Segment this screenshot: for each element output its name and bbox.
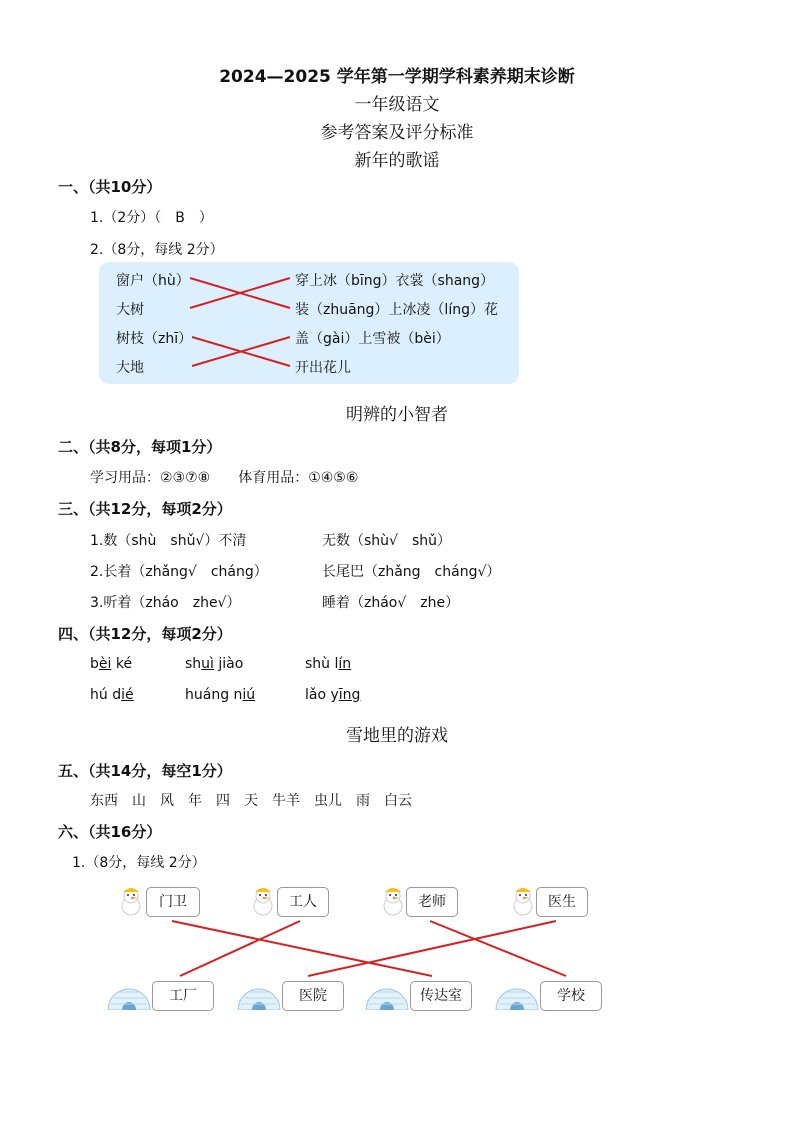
s2-answer: 学习用品：②③⑦⑧ 体育用品：①④⑤⑥ xyxy=(90,470,359,486)
pinyin-item xyxy=(305,687,360,703)
top-label-4: 医生 xyxy=(536,887,588,917)
section-1-heading: 一、（共10分） xyxy=(58,178,162,196)
answer-subtitle: 参考答案及评分标准 xyxy=(320,123,474,143)
section-4-heading: 四、（共12分，每项2分） xyxy=(58,625,232,643)
s3-row3-a: 3.听着（zháo zhe√） xyxy=(90,595,241,611)
match-line xyxy=(180,921,300,976)
grade-title: 一年级语文 xyxy=(354,95,440,115)
section-5-heading: 五、（共14分，每空1分） xyxy=(58,762,232,780)
bottom-label-2: 医院 xyxy=(282,981,344,1011)
snowman-icon xyxy=(380,886,406,916)
match-line xyxy=(430,921,566,976)
pinyin-part: hú d xyxy=(90,687,122,703)
pinyin-part: ké xyxy=(111,656,133,672)
pinyin-item xyxy=(90,656,132,672)
igloo-icon xyxy=(106,980,152,1010)
s3-row3-b: 睡着（zháo√ zhe） xyxy=(322,595,460,611)
pinyin-part: jiào xyxy=(213,656,244,672)
section-6-heading: 六、（共16分） xyxy=(58,823,162,841)
igloo-icon xyxy=(364,980,410,1010)
pinyin-underlined: iú xyxy=(242,687,256,703)
unit-title-2: 明辨的小智者 xyxy=(346,405,448,425)
bottom-label-3: 传达室 xyxy=(410,981,472,1011)
top-label-2: 工人 xyxy=(277,887,329,917)
match-left-2: 大树 xyxy=(116,302,144,318)
pinyin-underlined: ié xyxy=(121,687,134,703)
igloo-icon xyxy=(236,980,282,1010)
match-line xyxy=(172,921,432,976)
pinyin-item xyxy=(185,687,255,703)
snowman-icon xyxy=(510,886,536,916)
unit-title-1: 新年的歌谣 xyxy=(354,151,440,171)
bottom-label-1: 工厂 xyxy=(152,981,214,1011)
match-line xyxy=(308,921,556,976)
s5-answer: 东西 山 风 年 四 天 牛羊 虫儿 雨 白云 xyxy=(90,793,412,809)
s3-row1-b: 无数（shù√ shǔ） xyxy=(322,533,452,549)
s3-row2-a: 2.长着（zhǎng√ cháng） xyxy=(90,564,268,580)
s3-row2-b: 长尾巴（zhǎng cháng√） xyxy=(322,564,501,580)
match-right-4: 开出花儿 xyxy=(295,360,351,376)
pinyin-part: huáng n xyxy=(185,687,243,703)
section-2-heading: 二、（共8分，每项1分） xyxy=(58,438,222,456)
s1-q2: 2.（8分，每线 2分） xyxy=(90,242,224,258)
match-left-4: 大地 xyxy=(116,360,144,376)
igloo-icon xyxy=(494,980,540,1010)
s6-q1: 1.（8分，每线 2分） xyxy=(72,855,206,871)
unit-title-3: 雪地里的游戏 xyxy=(346,726,448,746)
doc-title: 2024—2025 学年第一学期学科素养期末诊断 xyxy=(219,67,575,87)
s1-q1: 1.（2分）（ B ） xyxy=(90,210,213,226)
top-label-1: 门卫 xyxy=(146,887,200,917)
pinyin-part: sh xyxy=(185,656,202,672)
top-label-3: 老师 xyxy=(406,887,458,917)
pinyin-item xyxy=(90,687,134,703)
bottom-label-4: 学校 xyxy=(540,981,602,1011)
pinyin-underlined: èi xyxy=(98,656,112,672)
pinyin-part: b xyxy=(90,656,99,672)
snowman-icon xyxy=(250,886,276,916)
match-right-2: 装（zhuāng）上冰凌（líng）花 xyxy=(295,302,498,318)
pinyin-underlined: uì xyxy=(201,656,214,672)
match-right-3: 盖（gài）上雪被（bèi） xyxy=(295,331,450,347)
section-3-heading: 三、（共12分，每项2分） xyxy=(58,500,232,518)
pinyin-part: lǎo y xyxy=(305,687,339,703)
pinyin-item xyxy=(185,656,243,672)
s3-row1-a: 1.数（shù shǔ√）不清 xyxy=(90,533,247,549)
pinyin-part: shù l xyxy=(305,656,339,672)
match-right-1: 穿上冰（bīng）衣裳（shang） xyxy=(295,273,495,289)
pinyin-underlined: īng xyxy=(338,687,361,703)
match-left-3: 树枝（zhī） xyxy=(116,331,193,347)
match-left-1: 窗户（hù） xyxy=(116,273,190,289)
snowman-icon xyxy=(118,886,144,916)
pinyin-item xyxy=(305,656,351,672)
pinyin-underlined: ín xyxy=(338,656,352,672)
